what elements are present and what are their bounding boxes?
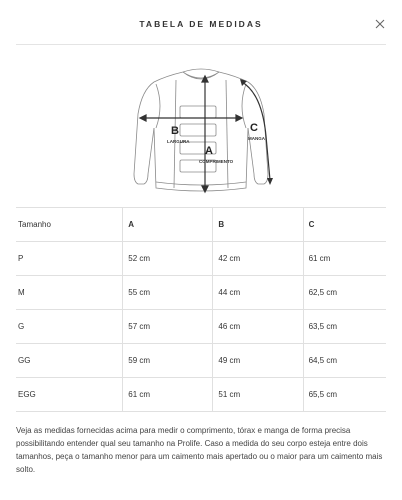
table-header-row xyxy=(16,208,386,242)
measure-a-cell: 52 cm xyxy=(123,242,213,276)
measure-b-cell: 49 cm xyxy=(213,344,303,378)
size-cell: EGG xyxy=(16,378,123,412)
caption-a: COMPRIMENTO xyxy=(199,159,234,164)
measure-c-cell: 62,5 cm xyxy=(303,276,386,310)
size-cell: P xyxy=(16,242,123,276)
header-cell: A xyxy=(123,208,213,242)
table-row xyxy=(16,242,386,276)
measure-c-cell: 63,5 cm xyxy=(303,310,386,344)
size-cell: G xyxy=(16,310,123,344)
table-row xyxy=(16,378,386,412)
header-cell: B xyxy=(213,208,303,242)
measure-a-cell: 61 cm xyxy=(123,378,213,412)
header-cell: Tamanho xyxy=(16,208,123,242)
measure-b-cell: 46 cm xyxy=(213,310,303,344)
table-row xyxy=(16,276,386,310)
header-divider xyxy=(16,44,386,45)
table-row xyxy=(16,344,386,378)
measure-b-cell: 42 cm xyxy=(213,242,303,276)
measure-c-cell: 65,5 cm xyxy=(303,378,386,412)
caption-c: MANGA xyxy=(248,136,265,141)
measure-b-cell: 51 cm xyxy=(213,378,303,412)
label-b: B xyxy=(171,125,179,137)
close-icon[interactable] xyxy=(374,18,386,30)
measure-c-cell: 64,5 cm xyxy=(303,344,386,378)
modal-title: TABELA DE MEDIDAS xyxy=(139,19,263,29)
caption-b: LARGURA xyxy=(167,139,190,144)
measure-c-cell: 61 cm xyxy=(303,242,386,276)
measure-a-cell: 59 cm xyxy=(123,344,213,378)
measure-a-cell: 57 cm xyxy=(123,310,213,344)
measure-a-cell: 55 cm xyxy=(123,276,213,310)
label-a: A xyxy=(205,145,213,157)
table-row xyxy=(16,310,386,344)
size-cell: GG xyxy=(16,344,123,378)
measure-b-cell: 44 cm xyxy=(213,276,303,310)
size-guide-note: Veja as medidas fornecidas acima para medir o comprimento, tórax e manga de forma precisa possibilitando entender qual seu tamanho na Prolife. Caso a medida do seu corpo esteja entre dois tamanhos, peça o tamanho menor para um caimento mais apertado ou o maior para um caimento mais solto. xyxy=(16,426,383,474)
size-table xyxy=(16,207,386,412)
label-c: C xyxy=(250,122,258,134)
header-cell: C xyxy=(303,208,386,242)
size-cell: M xyxy=(16,276,123,310)
